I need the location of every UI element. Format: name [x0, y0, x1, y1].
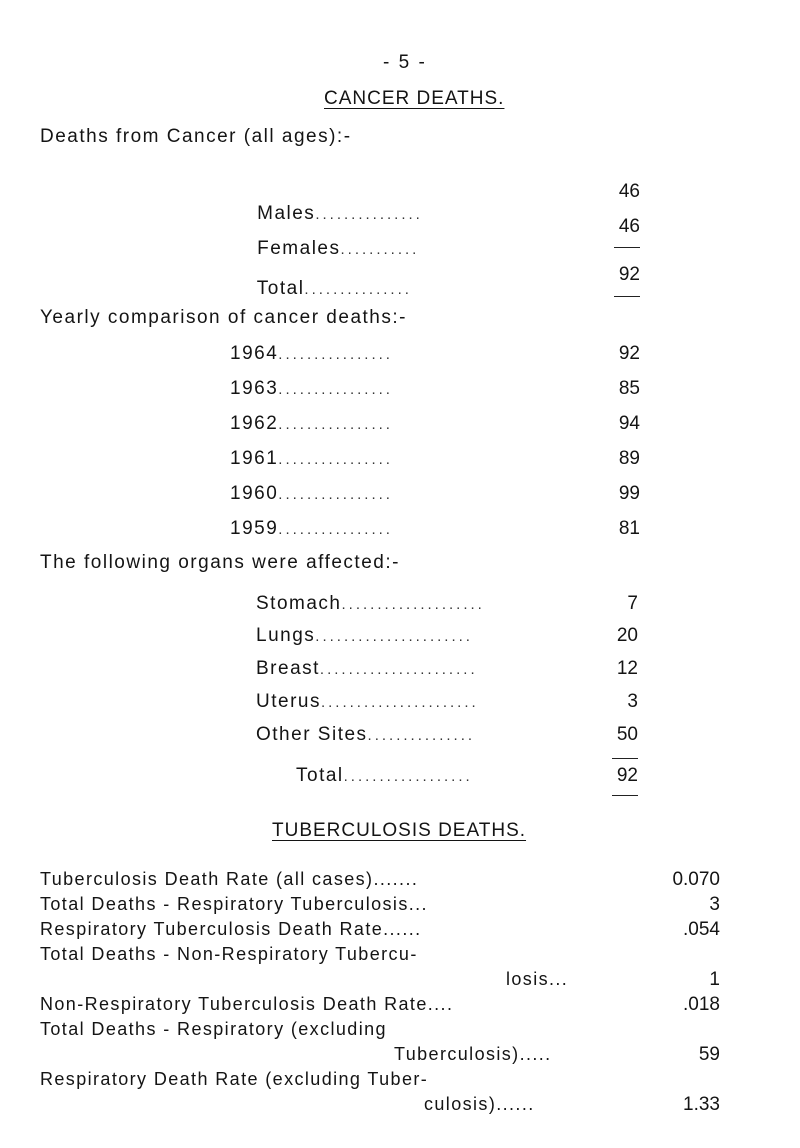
year-label: 1962	[230, 413, 279, 434]
tb-row-label: Total Deaths - Respiratory Tuberculosis...	[40, 894, 428, 914]
organ-label: Other Sites	[256, 724, 368, 745]
organ-label: Lungs	[256, 625, 316, 646]
year-label: 1963	[230, 378, 279, 399]
organs-rule-top	[612, 758, 638, 759]
year-leader: ................	[278, 346, 393, 363]
females-label: Females	[257, 238, 341, 259]
tb-row-label-cont: Tuberculosis).....	[394, 1044, 552, 1064]
organ-label: Breast	[256, 658, 320, 679]
females-leader: ...........	[340, 241, 420, 258]
sum-rule-bottom	[614, 296, 640, 297]
organ-row	[256, 691, 479, 713]
organ-leader: ......................	[319, 661, 478, 678]
organ-row	[256, 724, 475, 746]
tb-row-label: Respiratory Tuberculosis Death Rate......	[40, 919, 422, 939]
organ-leader: ....................	[341, 596, 485, 613]
organs-total-label: Total	[296, 765, 344, 786]
organ-value: 50	[616, 724, 638, 745]
tb-deaths-heading: TUBERCULOSIS DEATHS.	[272, 820, 527, 841]
tb-row-value: 0.070	[672, 869, 720, 890]
organ-value: 3	[627, 691, 638, 712]
tb-row-value: .054	[683, 919, 720, 940]
year-leader: ................	[278, 381, 393, 398]
year-value: 81	[618, 518, 640, 539]
tb-row-label: Total Deaths - Respiratory (excluding	[40, 1019, 387, 1039]
organ-label: Stomach	[256, 593, 342, 614]
tb-row-value: .018	[683, 994, 720, 1015]
cancer-deaths-heading: CANCER DEATHS.	[324, 88, 505, 109]
tb-row-label: Non-Respiratory Tuberculosis Death Rate....	[40, 994, 454, 1014]
organs-rule-bottom	[612, 795, 638, 796]
sex-total-label: Total	[256, 278, 305, 299]
yearly-intro: Yearly comparison of cancer deaths:-	[40, 307, 407, 328]
organ-leader: ......................	[320, 694, 479, 711]
organ-leader: ......................	[315, 628, 473, 645]
sex-total-leader: ...............	[304, 281, 412, 298]
tb-row-label: Respiratory Death Rate (excluding Tuber-	[40, 1069, 429, 1089]
year-row	[230, 448, 393, 470]
tb-row-value: 3	[709, 894, 720, 915]
tb-row-label-cont: culosis)......	[424, 1094, 535, 1114]
year-leader: ................	[278, 486, 393, 503]
males-leader: ...............	[315, 206, 423, 223]
year-value: 89	[618, 448, 640, 469]
year-value: 94	[618, 413, 640, 434]
tb-row-value: 1	[709, 969, 720, 990]
tb-row-value: 59	[698, 1044, 720, 1065]
year-label: 1960	[230, 483, 279, 504]
year-row	[230, 483, 393, 505]
year-value: 99	[618, 483, 640, 504]
tb-row-label-cont: losis...	[506, 969, 569, 989]
year-value: 85	[618, 378, 640, 399]
year-leader: ................	[278, 521, 393, 538]
organ-row	[256, 593, 485, 615]
year-label: 1964	[230, 343, 279, 364]
year-row	[230, 343, 393, 365]
sum-rule-top	[614, 247, 640, 248]
year-row	[230, 378, 393, 400]
organ-value: 20	[616, 625, 638, 646]
page-number: - 5 -	[383, 52, 427, 73]
organ-row	[256, 658, 478, 680]
females-value: 46	[618, 216, 640, 237]
organ-value: 7	[627, 593, 638, 614]
tb-row-label: Total Deaths - Non-Respiratory Tubercu-	[40, 944, 418, 964]
organs-total-leader: ..................	[343, 768, 473, 785]
organ-leader: ...............	[367, 727, 476, 744]
year-leader: ................	[278, 451, 393, 468]
year-leader: ................	[278, 416, 393, 433]
year-row	[230, 413, 393, 435]
organs-total-row	[296, 765, 473, 787]
organ-label: Uterus	[256, 691, 321, 712]
males-label: Males	[257, 203, 316, 224]
cancer-intro: Deaths from Cancer (all ages):-	[40, 126, 352, 147]
tb-row-label: Tuberculosis Death Rate (all cases).......	[40, 869, 419, 889]
year-row	[230, 518, 393, 540]
organs-total-value: 92	[616, 765, 638, 786]
sex-total-value: 92	[618, 264, 640, 285]
organ-value: 12	[616, 658, 638, 679]
year-label: 1959	[230, 518, 279, 539]
males-value: 46	[618, 181, 640, 202]
year-label: 1961	[230, 448, 279, 469]
year-value: 92	[618, 343, 640, 364]
tb-row-value: 1.33	[683, 1094, 720, 1115]
organ-row	[256, 625, 473, 647]
organs-intro: The following organs were affected:-	[40, 552, 400, 573]
